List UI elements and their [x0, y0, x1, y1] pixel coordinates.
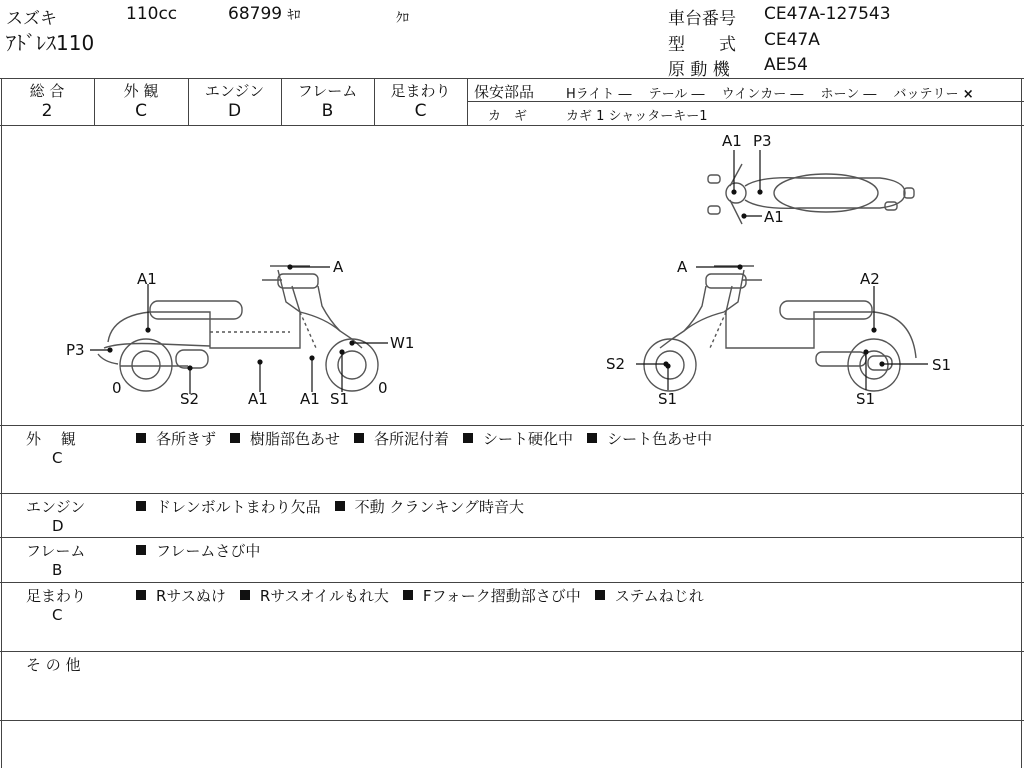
color: ｸﾛ [396, 11, 409, 26]
comment-grade: D [52, 517, 64, 535]
chassis-label: 車台番号 [668, 9, 736, 29]
damage-label: P3 [66, 341, 85, 359]
comment-item: 各所きず [156, 430, 217, 448]
comment-items [136, 540, 274, 561]
divider [0, 78, 1024, 79]
bullet-square-icon [136, 433, 146, 443]
comment-item: シート硬化中 [483, 430, 574, 448]
comment-item: 不動 クランキング時音大 [354, 498, 524, 516]
safety-label: 保安部品 [474, 83, 535, 101]
grade-value-overall: 2 [41, 101, 53, 121]
comment-item: 各所泥付着 [374, 430, 450, 448]
displacement: 110cc [126, 4, 178, 24]
comment-item: ドレンボルトまわり欠品 [156, 498, 321, 516]
comment-title: 外 観 [26, 430, 76, 448]
comment-grade: B [52, 561, 63, 579]
comment-title: 足まわり [26, 587, 87, 605]
battery-mark: × [962, 87, 974, 102]
damage-label: S1 [330, 390, 350, 408]
mileage [228, 4, 301, 24]
bullet-square-icon [595, 590, 605, 600]
damage-label: S1 [856, 390, 876, 408]
bullet-square-icon [463, 433, 473, 443]
bullet-square-icon [136, 590, 146, 600]
engine-value: AE54 [764, 55, 809, 75]
chassis-value: CE47A-127543 [764, 4, 891, 24]
grade-label-exterior: 外 観 [123, 82, 159, 100]
damage-label: S2 [180, 390, 200, 408]
damage-label: 0 [378, 379, 388, 397]
mileage-value: 68799 [228, 4, 283, 24]
comment-item: フレームさび中 [156, 542, 261, 560]
comment-items [136, 496, 538, 517]
comment-items [136, 428, 726, 449]
bullet-square-icon [587, 433, 597, 443]
comment-item: Rサスぬけ [156, 587, 226, 605]
grade-value-exterior: C [135, 101, 147, 121]
safety-items-text: Hライト ― テール ― ウインカー ― ホーン ― バッテリー [566, 87, 959, 102]
scooter-top-view [708, 164, 914, 224]
bullet-square-icon [403, 590, 413, 600]
grade-label-overall: 総 合 [29, 82, 65, 100]
model-name: ｱﾄﾞﾚｽ110 [6, 31, 95, 55]
damage-label: W1 [390, 334, 415, 352]
bullet-square-icon [240, 590, 250, 600]
divider [467, 78, 468, 125]
comment-item: Fフォーク摺動部さび中 [422, 587, 581, 605]
divider [0, 582, 1024, 583]
damage-label: A1 [722, 132, 742, 150]
comment-title: そ の 他 [26, 656, 81, 674]
type-value: CE47A [764, 30, 820, 50]
mileage-unit: ｷﾛ [287, 8, 301, 23]
bullet-square-icon [335, 501, 345, 511]
safety-items [566, 83, 974, 102]
damage-label: S1 [658, 390, 678, 408]
type-label: 型 式 [668, 35, 736, 55]
grade-value-frame: B [321, 101, 334, 121]
comment-title: フレーム [26, 542, 86, 560]
grade-value-engine: D [227, 101, 242, 121]
maker: スズキ [6, 9, 57, 29]
damage-label: A1 [248, 390, 268, 408]
key-label: カ ギ [488, 109, 528, 124]
divider [0, 651, 1024, 652]
damage-label: A1 [300, 390, 320, 408]
damage-label: S2 [606, 355, 626, 373]
damage-label: A2 [860, 270, 880, 288]
key-value: カギ 1 シャッターキー1 [566, 109, 708, 124]
bullet-square-icon [354, 433, 364, 443]
bullet-square-icon [136, 501, 146, 511]
comment-title: エンジン [26, 498, 86, 516]
bullet-square-icon [136, 545, 146, 555]
grade-label-suspension: 足まわり [390, 82, 451, 100]
comment-grade: C [52, 449, 63, 467]
damage-label: A1 [137, 270, 157, 288]
damage-label: A1 [764, 208, 784, 226]
damage-label: A [333, 258, 344, 276]
divider [0, 425, 1024, 426]
grade-label-frame: フレーム [297, 82, 358, 100]
divider [0, 720, 1024, 721]
grade-value-suspension: C [414, 101, 427, 121]
divider [0, 493, 1024, 494]
comment-item: Rサスオイルもれ大 [259, 587, 389, 605]
comment-item: 樹脂部色あせ [250, 430, 341, 448]
comment-item: シート色あせ中 [607, 430, 713, 448]
damage-label: A [677, 258, 688, 276]
engine-label: 原 動 機 [668, 60, 730, 80]
comment-items [136, 585, 718, 606]
divider [0, 537, 1024, 538]
comment-item: ステムねじれ [614, 587, 704, 605]
damage-label: S1 [932, 356, 952, 374]
comment-grade: C [52, 606, 63, 624]
bullet-square-icon [230, 433, 240, 443]
damage-label: P3 [753, 132, 772, 150]
damage-label: 0 [112, 379, 122, 397]
grade-label-engine: エンジン [204, 82, 265, 100]
